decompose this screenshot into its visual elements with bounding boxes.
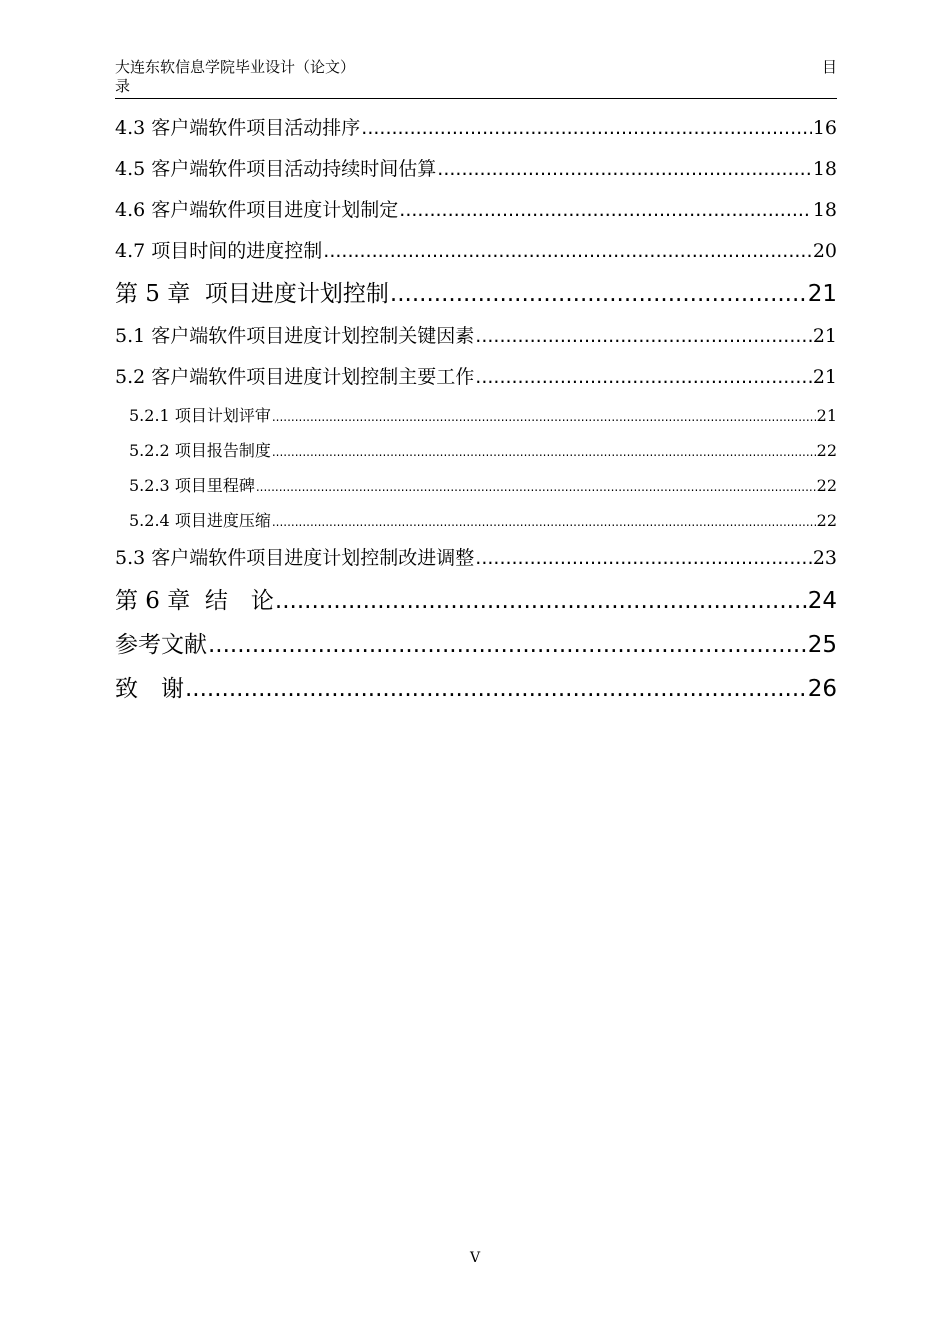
toc-entry[interactable]: [115, 149, 837, 190]
toc-entry-label: 项目时间的进度控制: [151, 240, 323, 262]
toc-entry-label: 结 论: [204, 588, 274, 614]
toc-leader-dots: [272, 505, 816, 540]
toc-entry-label: 客户端软件项目活动排序: [151, 117, 361, 139]
toc-entry[interactable]: [115, 108, 837, 149]
toc-entry-page: 21: [807, 281, 837, 307]
toc-entry-label: 客户端软件项目活动持续时间估算: [151, 158, 437, 180]
header-title-wrap: 录: [115, 77, 131, 95]
toc-leader-dots: [475, 538, 812, 579]
toc-entry-number: 第 5 章: [115, 281, 191, 307]
toc-entry-title: [129, 468, 255, 503]
toc-entry-label: 致 谢: [115, 676, 184, 702]
toc-entry-page: 22: [816, 511, 837, 530]
page-header: [115, 58, 837, 99]
page-number: V: [469, 1250, 481, 1266]
toc-entry-title: [129, 398, 271, 433]
toc-entry-label: 参考文献: [115, 632, 207, 658]
toc-entry-page: 26: [807, 676, 837, 702]
toc-entry[interactable]: [115, 503, 837, 538]
toc-entry-number: 4.5: [115, 158, 146, 180]
toc-entry[interactable]: [115, 272, 837, 316]
toc-entry-title: [115, 108, 360, 149]
toc-entry-number: 5.2.2: [129, 441, 170, 460]
toc-entry-label: 项目进度压缩: [174, 511, 271, 530]
header-title-text: 大连东软信息学院毕业设计（论文）: [115, 58, 356, 76]
header-section-label: 目: [821, 58, 837, 76]
toc-entry-page: 23: [812, 547, 837, 569]
toc-entry-title: [115, 579, 274, 623]
toc-entry[interactable]: [115, 579, 837, 623]
toc-entry-title: [115, 667, 184, 711]
toc-entry-page: 22: [816, 441, 837, 460]
toc-entry-page: 20: [812, 240, 837, 262]
toc-entry-number: 5.2.4: [129, 511, 170, 530]
toc-entry-label: 客户端软件项目进度计划控制主要工作: [151, 366, 475, 388]
toc-entry-title: [115, 190, 398, 231]
toc-entry-page: 18: [812, 158, 837, 180]
toc-leader-dots: [323, 231, 812, 272]
toc-leader-dots: [272, 435, 816, 470]
toc-entry-title: [129, 503, 271, 538]
toc-entry-label: 项目里程碑: [174, 476, 255, 495]
toc-entry-number: 第 6 章: [115, 588, 191, 614]
toc-leader-dots: [272, 400, 816, 435]
toc-entry-page: 25: [807, 632, 837, 658]
toc-entry-title: [129, 433, 271, 468]
toc-entry-number: 5.1: [115, 325, 146, 347]
toc-entry[interactable]: [115, 398, 837, 433]
toc-leader-dots: [475, 357, 812, 398]
toc-leader-dots: [275, 579, 807, 623]
toc-entry-number: 5.2: [115, 366, 146, 388]
toc-entry-page: 21: [812, 366, 837, 388]
toc-entry-number: 4.7: [115, 240, 146, 262]
header-institution-title: [115, 58, 415, 96]
toc-entry-title: [115, 538, 474, 579]
toc-entry[interactable]: [115, 357, 837, 398]
toc-leader-dots: [390, 272, 807, 316]
toc-leader-dots: [208, 623, 807, 667]
toc-entry-label: 客户端软件项目进度计划控制关键因素: [151, 325, 475, 347]
toc-entry-page: 16: [812, 117, 837, 139]
toc-leader-dots: [437, 149, 812, 190]
toc-entry-label: 客户端软件项目进度计划制定: [151, 199, 399, 221]
toc-entry-page: 21: [816, 406, 837, 425]
toc-entry[interactable]: [115, 231, 837, 272]
toc-entry[interactable]: [115, 190, 837, 231]
toc-entry-page: 21: [812, 325, 837, 347]
toc-entry-label: 客户端软件项目进度计划控制改进调整: [151, 547, 475, 569]
toc-entry[interactable]: [115, 433, 837, 468]
toc-entry-number: 5.2.3: [129, 476, 170, 495]
table-of-contents: [115, 108, 837, 711]
toc-entry-label: 项目计划评审: [174, 406, 271, 425]
toc-entry-number: 4.6: [115, 199, 146, 221]
toc-entry[interactable]: [115, 667, 837, 711]
toc-entry-title: [115, 357, 474, 398]
toc-entry-label: 项目报告制度: [174, 441, 271, 460]
toc-entry-title: [115, 231, 322, 272]
toc-entry-title: [115, 272, 389, 316]
toc-entry[interactable]: [115, 538, 837, 579]
toc-entry-label: 项目进度计划控制: [204, 281, 389, 307]
toc-entry[interactable]: [115, 316, 837, 357]
toc-leader-dots: [256, 470, 816, 505]
toc-leader-dots: [185, 667, 807, 711]
toc-entry[interactable]: [115, 623, 837, 667]
toc-entry-number: 5.3: [115, 547, 146, 569]
toc-entry-number: 4.3: [115, 117, 146, 139]
toc-leader-dots: [399, 190, 812, 231]
toc-entry-title: [115, 316, 474, 357]
toc-entry-page: 24: [807, 588, 837, 614]
toc-entry[interactable]: [115, 468, 837, 503]
toc-entry-page: 18: [812, 199, 837, 221]
toc-leader-dots: [475, 316, 812, 357]
toc-entry-title: [115, 623, 207, 667]
toc-leader-dots: [361, 108, 812, 149]
toc-entry-number: 5.2.1: [129, 406, 170, 425]
toc-entry-page: 22: [816, 476, 837, 495]
toc-entry-title: [115, 149, 436, 190]
